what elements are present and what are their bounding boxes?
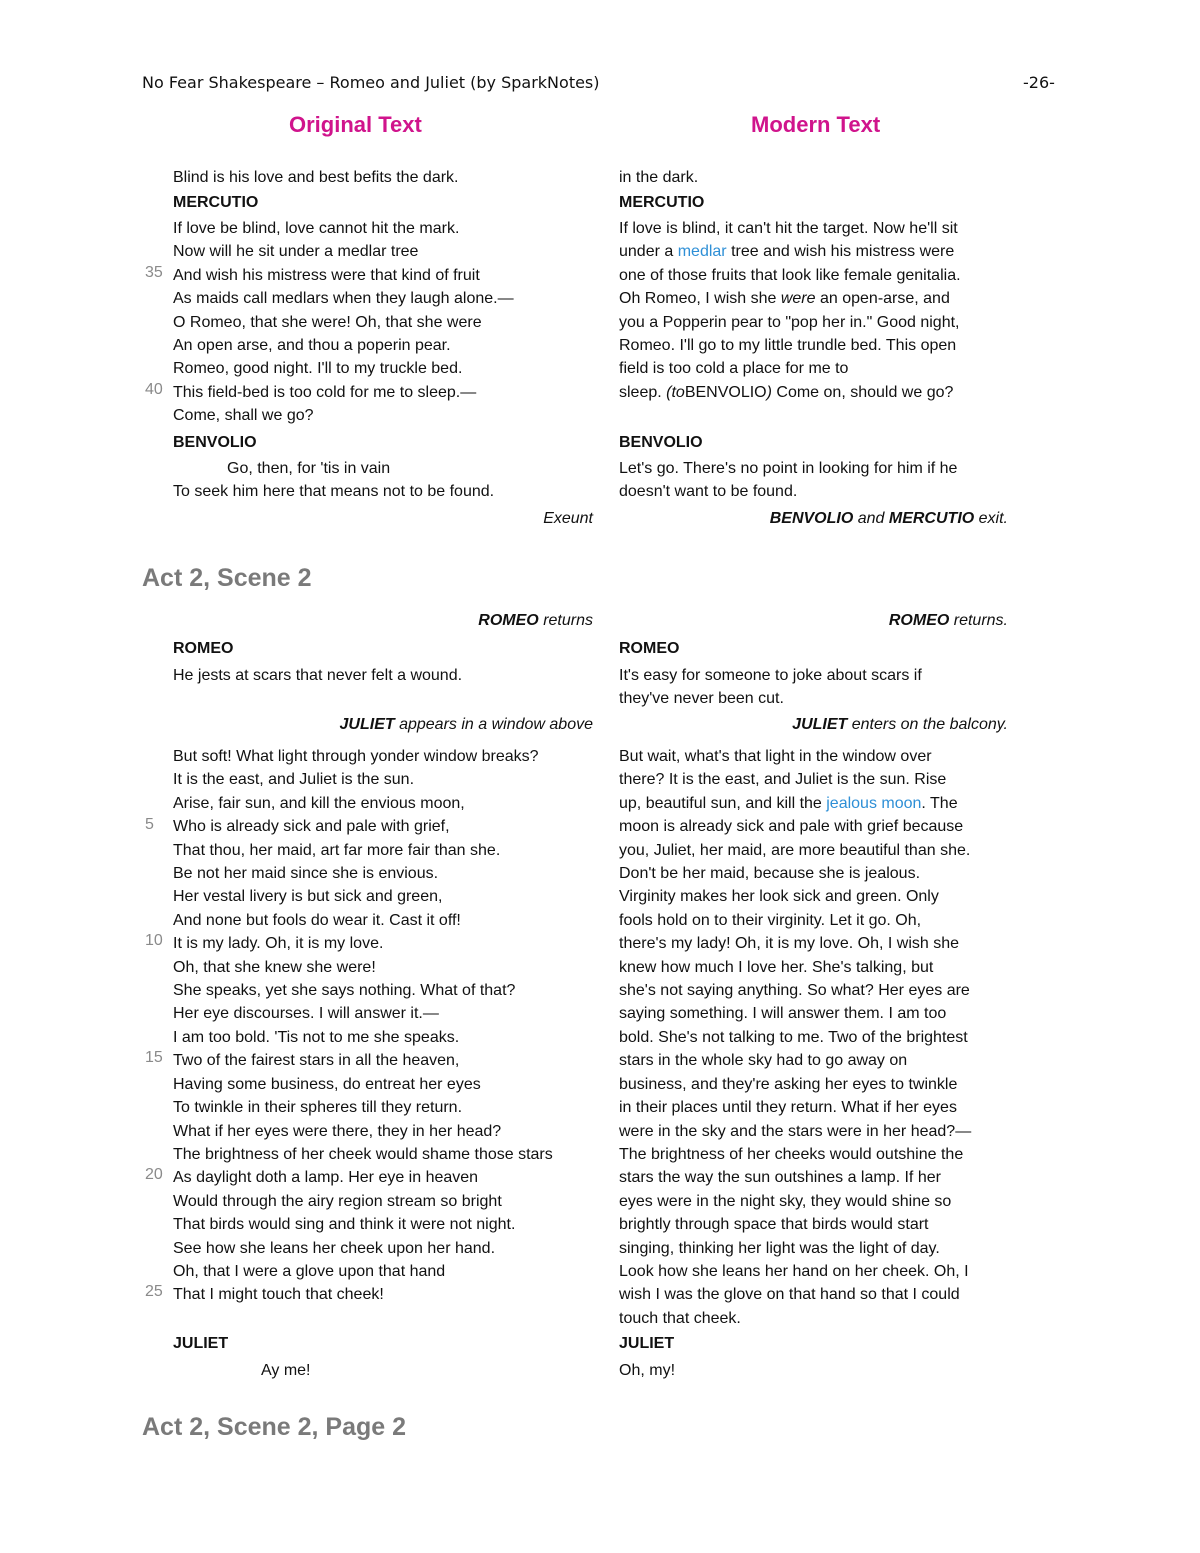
modern-line: in the dark. [619,169,699,186]
stage-direction: Exeunt [543,510,593,527]
modern-line: stars the way the sun outshines a lamp. If her [619,1169,941,1187]
speaker-name: BENVOLIO [173,434,257,451]
line-number: 10 [145,932,163,949]
modern-line: eyes were in the night sky, they would shine so [619,1192,952,1210]
scene-heading: Act 2, Scene 2 [142,564,312,592]
modern-line: saying something. I will answer them. I am too [619,1005,947,1023]
text-span: an open-arse, and [815,290,950,308]
modern-line: field is too cold a place for me to [619,360,849,378]
stage-name: ROMEO [478,612,539,629]
modern-line: Let's go. There's no point in looking for him if he [619,460,958,477]
modern-line: were in the sky and the stars were in her head?— [619,1122,972,1140]
original-text-heading: Original Text [289,112,422,137]
verse-line: Oh, that I were a glove upon that hand [173,1262,446,1280]
modern-text-heading: Modern Text [751,112,881,137]
text-span: sleep. [619,383,667,401]
modern-line: you a Popperin pear to "pop her in." Good night, [619,313,960,331]
verse-line: Two of the fairest stars in all the heaven, [173,1052,460,1070]
stage-direction [478,612,593,630]
verse-line: He jests at scars that never felt a wound. [173,667,463,684]
verse-line: Romeo, good night. I'll to my truckle bed. [173,360,463,378]
verse-line: To twinkle in their spheres till they return. [173,1099,463,1117]
verse-line: Her vestal livery is but sick and green, [173,888,443,906]
romeo-speech-modern-1 [619,664,922,711]
gloss-link-medlar[interactable]: medlar [677,243,727,261]
italic-span: (to [666,383,685,401]
modern-line: in their places until they return. What if her eyes [619,1099,957,1117]
speaker-name: MERCUTIO [173,194,259,211]
modern-line: fools hold on to their virginity. Let it go. Oh, [619,911,922,929]
modern-line: stars in the whole sky had to go away on [619,1052,908,1070]
verse-line: An open arse, and thou a poperin pear. [173,337,451,355]
speaker-name: JULIET [173,1335,229,1352]
speaker-name: BENVOLIO [619,434,703,451]
modern-line: But wait, what's that light in the window over [619,748,932,765]
text-span: Oh Romeo, I wish she [619,290,781,308]
text-span: tree and wish his mistress were [726,243,955,261]
verse-line: As daylight doth a lamp. Her eye in heaven [173,1169,479,1187]
verse-line: It is my lady. Oh, it is my love. [173,935,384,953]
line-number: 15 [145,1049,163,1066]
modern-line: Oh, my! [619,1362,676,1379]
verse-line: It is the east, and Juliet is the sun. [173,771,415,789]
modern-line [619,792,971,815]
benvolio-speech-modern [619,457,957,504]
stage-direction [792,716,1008,734]
verse-line: Be not her maid since she is envious. [173,865,439,883]
stage-direction [340,716,593,734]
modern-line: Virginity makes her look sick and green. Only [619,888,939,906]
speaker-name: MERCUTIO [619,194,705,211]
verse-line: Now will he sit under a medlar tree [173,243,419,261]
verse-line: That thou, her maid, art far more fair than she. [173,841,501,859]
text-span: appears in a window above [394,716,593,733]
stage-direction [889,612,1008,630]
verse-line: Come, shall we go? [173,407,314,425]
modern-line: Romeo. I'll go to my little trundle bed. This open [619,337,957,355]
modern-line: you, Juliet, her maid, are more beautiful than she. [619,841,971,859]
verse-line: If love be blind, love cannot hit the mark. [173,220,460,237]
modern-line: she's not saying anything. So what? Her eyes are [619,982,970,1000]
modern-line: The brightness of her cheeks would outshine the [619,1145,964,1163]
verse-line: But soft! What light through yonder window breaks? [173,748,539,765]
text-span: and [853,510,889,527]
verse-line: Arise, fair sun, and kill the envious moon, [173,794,465,812]
verse-line: And none but fools do wear it. Cast it off! [173,911,461,929]
romeo-speech-original [173,745,553,1307]
verse-line: Who is already sick and pale with grief, [173,818,450,836]
stage-name: ROMEO [888,612,950,629]
modern-line: touch that cheek. [619,1309,741,1327]
line-number: 25 [145,1283,163,1300]
modern-line: singing, thinking her light was the light of day. [619,1239,940,1257]
modern-line: there? It is the east, and Juliet is the sun. Rise [619,771,947,789]
verse-line: See how she leans her cheek upon her hand. [173,1239,496,1257]
modern-line: bold. She's not talking to me. Two of the brightest [619,1028,968,1046]
modern-line: one of those fruits that look like female genitalia. [619,266,961,284]
verse-line: What if her eyes were there, they in her head? [173,1122,502,1140]
speaker-name: JULIET [619,1335,675,1352]
verse-line: Go, then, for 'tis in vain [227,460,391,477]
verse-line: O Romeo, that she were! Oh, that she were [173,313,482,331]
verse-line: Oh, that she knew she were! [173,958,376,976]
line-number: 20 [145,1166,163,1183]
modern-line: there's my lady! Oh, it is my love. Oh, I wish she [619,935,960,953]
italic-span: ) [766,383,772,401]
modern-line: Look how she leans her hand on her cheek. Oh, I [619,1262,969,1280]
text-span: returns. [949,612,1008,629]
modern-line: Don't be her maid, because she is jealous. [619,865,921,883]
romeo-speech-modern-2 [619,745,971,1330]
speaker-name: ROMEO [619,640,680,657]
text-span: up, beautiful sun, and kill the [619,794,827,812]
verse-line: She speaks, yet she says nothing. What of that? [173,982,516,1000]
mercutio-speech-original [173,217,514,428]
verse-line: I am too bold. 'Tis not to me she speaks. [173,1028,460,1046]
modern-line [619,240,961,263]
verse-line: Her eye discourses. I will answer it.— [173,1005,439,1023]
text-span: under a [619,243,678,261]
modern-line: brightly through space that birds would start [619,1216,929,1234]
italic-span: were [780,290,816,308]
modern-line: It's easy for someone to joke about scars if [619,667,922,684]
text-span: enters on the balcony. [847,716,1008,733]
modern-line: If love is blind, it can't hit the target. Now he'll sit [619,220,958,237]
verse-line: Blind is his love and best befits the dark. [173,169,459,186]
text-span: exit. [974,510,1008,527]
verse-line: To seek him here that means not to be found. [173,483,495,500]
modern-line: doesn't want to be found. [619,483,798,501]
stage-name: JULIET [339,716,395,733]
modern-line: wish I was the glove on that hand so that I could [619,1286,960,1304]
modern-line: they've never been cut. [619,690,784,708]
mercutio-speech-modern [619,217,961,404]
gloss-link-jealous-moon[interactable]: jealous moon [826,794,922,812]
text-span: . The [921,794,958,812]
modern-line [619,287,961,310]
page-number: -26- [1023,73,1055,92]
stage-name: JULIET [792,716,848,733]
verse-line: Having some business, do entreat her eyes [173,1075,481,1093]
line-number: 35 [145,264,163,281]
stage-direction [770,510,1008,528]
line-number: 40 [145,381,163,398]
modern-line: knew how much I love her. She's talking, but [619,958,934,976]
verse-line: As maids call medlars when they laugh alone.— [173,290,514,308]
document-title: No Fear Shakespeare – Romeo and Juliet (by SparkNotes) [142,73,600,92]
scene-heading: Act 2, Scene 2, Page 2 [142,1413,407,1441]
modern-line: business, and they're asking her eyes to twinkle [619,1075,958,1093]
text-span: Come on, should we go? [771,383,954,401]
verse-line: The brightness of her cheek would shame those stars [173,1145,553,1163]
text-span: BENVOLIO [684,383,767,401]
stage-name: BENVOLIO [769,510,854,527]
verse-line: Would through the airy region stream so bright [173,1192,502,1210]
line-number: 5 [145,816,154,833]
verse-line: And wish his mistress were that kind of fruit [173,266,480,284]
verse-line: That I might touch that cheek! [173,1286,384,1304]
verse-line: This field-bed is too cold for me to sleep.— [173,383,477,401]
stage-name: MERCUTIO [888,510,975,527]
modern-line [619,381,961,404]
speaker-name: ROMEO [173,640,234,657]
text-span: returns [538,612,593,629]
verse-line: Ay me! [261,1362,311,1379]
modern-line: moon is already sick and pale with grief because [619,818,964,836]
verse-line: That birds would sing and think it were not night. [173,1216,516,1234]
